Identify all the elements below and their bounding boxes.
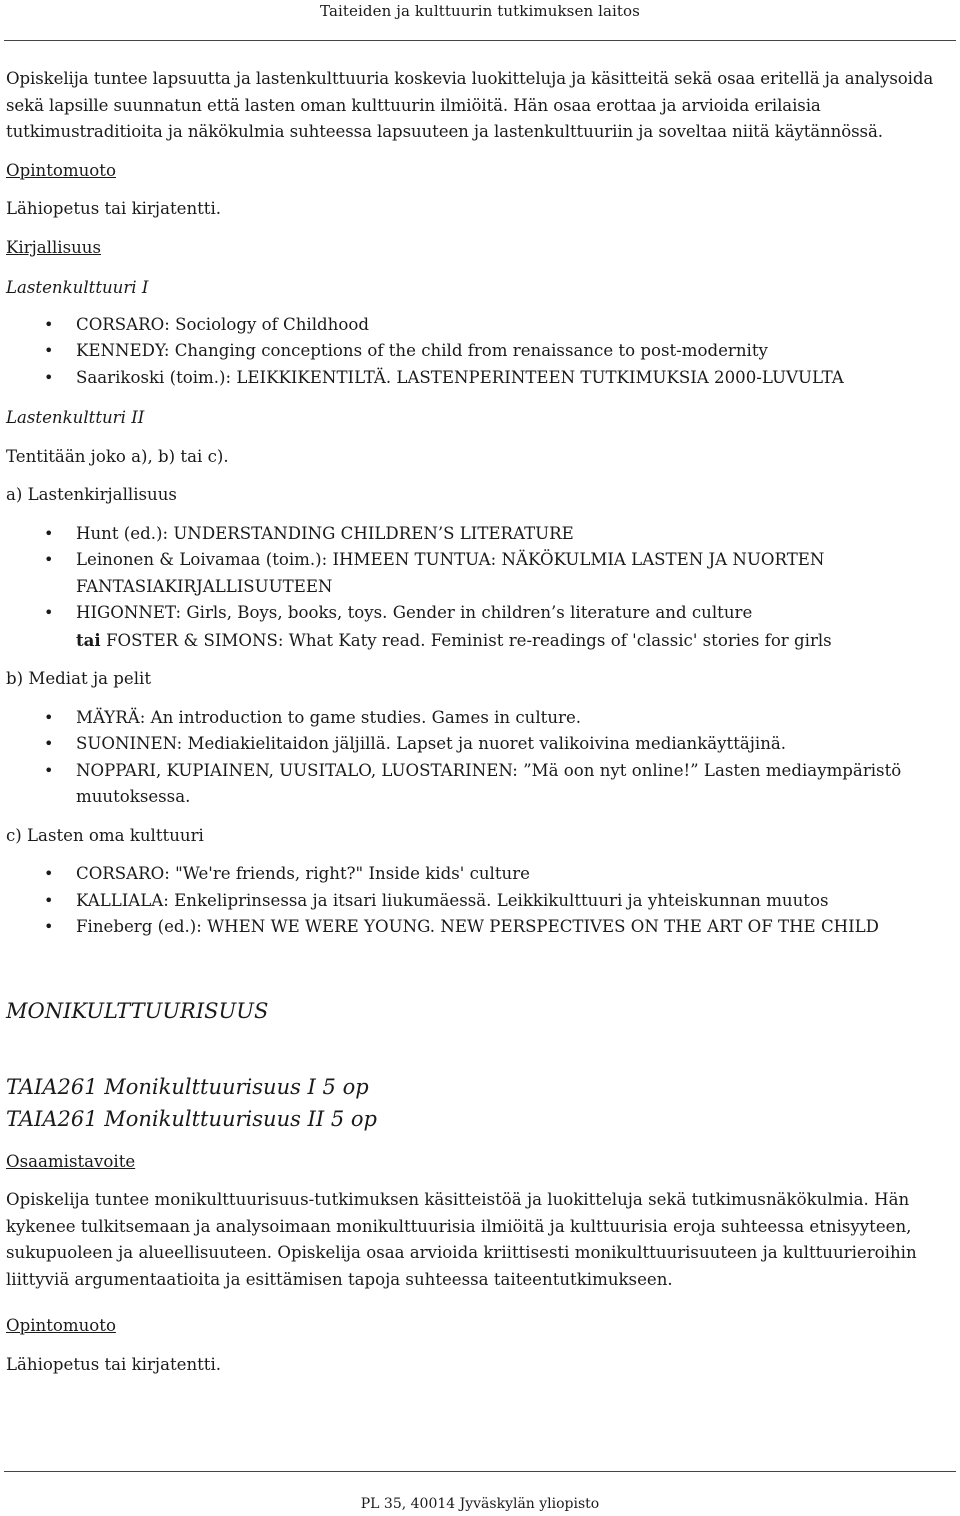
document-body: [6, 66, 952, 1378]
section-a-alternative: [6, 627, 952, 655]
list-item: • Fineberg (ed.): WHEN WE WERE YOUNG. NEW PERSPECTIVES ON THE ART OF THE CHILD: [6, 914, 952, 941]
list-item: • NOPPARI, KUPIAINEN, UUSITALO, LUOSTARINEN: ”Mä oon nyt online!” Lasten mediaympäristö muutoksessa.: [6, 758, 952, 811]
opintomuoto-heading: Opintomuoto: [6, 160, 116, 180]
list-item: • KALLIALA: Enkeliprinsessa ja itsari liukumäessä. Leikkikulttuuri ja yhteiskunnan muutos: [6, 888, 952, 915]
opintomuoto-text: Lähiopetus tai kirjatentti.: [6, 199, 222, 218]
list-item: • CORSARO: Sociology of Childhood: [6, 312, 952, 339]
list-item: • HIGONNET: Girls, Boys, books, toys. Gender in children’s literature and culture: [6, 600, 952, 627]
alt-reference: FOSTER & SIMONS: What Katy read. Feminist re-readings of 'classic' stories for girls: [106, 630, 832, 650]
lastenkulttuuri-1-heading: Lastenkulttuuri I: [6, 278, 149, 297]
list-item: • Leinonen & Loivamaa (toim.): IHMEEN TUNTUA: NÄKÖKULMIA LASTEN JA NUORTEN FANTASIAKIRJALLISUUTEEN: [6, 547, 952, 600]
section-c-heading: c) Lasten oma kulttuuri: [6, 825, 204, 845]
opintomuoto-heading-2: Opintomuoto: [6, 1316, 116, 1335]
course-2-title: TAIA261 Monikulttuurisuus II 5 op: [6, 1106, 377, 1131]
section-a-list: [6, 521, 952, 627]
list-item: • Hunt (ed.): UNDERSTANDING CHILDREN’S LITERATURE: [6, 521, 952, 548]
opintomuoto-text-2: Lähiopetus tai kirjatentti.: [6, 1354, 222, 1374]
monikulttuurisuus-heading: MONIKULTTUURISUUS: [6, 998, 269, 1023]
header-divider: [4, 40, 956, 41]
tai-label: tai: [76, 629, 101, 650]
section-b-heading: b) Mediat ja pelit: [6, 669, 151, 688]
osaamistavoite-text: Opiskelija tuntee monikulttuurisuus-tutkimuksen käsitteistöä ja luokitteluja sekä tutkimusnäkökulmia. Hän kykenee tulkitsemaan ja analysoimaan monikulttuurisia ilmiöitä ja kulttuurisia eroja suhteessa etnisyyteen, sukupuoleen ja alueellisuuteen. Opiskelija osaa arvioida kriittisesti monikulttuurisuuteen ja kulttuurieroihin liittyviä argumentaatioita ja esittämisen tapoja suhteessa taiteentutkimukseen.: [6, 1190, 917, 1289]
kirjallisuus-heading: Kirjallisuus: [6, 237, 102, 257]
course-1-title: TAIA261 Monikulttuurisuus I 5 op: [6, 1074, 369, 1099]
page-footer: PL 35, 40014 Jyväskylän yliopisto: [360, 1496, 600, 1512]
lastenkulttuuri-1-list: [6, 312, 952, 392]
tentti-note: Tentitään joko a), b) tai c).: [6, 446, 229, 466]
page-header: Taiteiden ja kulttuurin tutkimuksen laitos: [320, 2, 640, 20]
list-item: • MÄYRÄ: An introduction to game studies. Games in culture.: [6, 705, 952, 732]
osaamistavoite-heading: Osaamistavoite: [6, 1151, 136, 1171]
lastenkulttuuri-2-heading: Lastenkultturi II: [6, 408, 145, 427]
list-item: • Saarikoski (toim.): LEIKKIKENTILTÄ. LASTENPERINTEEN TUTKIMUKSIA 2000-LUVULTA: [6, 365, 952, 392]
intro-paragraph: Opiskelija tuntee lapsuutta ja lastenkulttuuria koskevia luokitteluja ja käsitteitä sekä osaa eritellä ja analysoida sekä lapsille suunnatun että lasten oman kulttuurin ilmiöitä. Hän osaa erottaa ja arvioida erilaisia tutkimustraditioita ja näkökulmia suhteessa lapsuuteen ja lastenkulttuuriin ja soveltaa niitä käytännössä.: [6, 69, 934, 141]
section-c-list: [6, 861, 952, 941]
section-a-heading: a) Lastenkirjallisuus: [6, 485, 177, 504]
footer-divider: [4, 1471, 956, 1472]
list-item: • CORSARO: "We're friends, right?" Inside kids' culture: [6, 861, 952, 888]
list-item: • SUONINEN: Mediakielitaidon jäljillä. Lapset ja nuoret valikoivina mediankäyttäjinä.: [6, 731, 952, 758]
list-item: • KENNEDY: Changing conceptions of the child from renaissance to post-modernity: [6, 338, 952, 365]
section-b-list: [6, 705, 952, 811]
